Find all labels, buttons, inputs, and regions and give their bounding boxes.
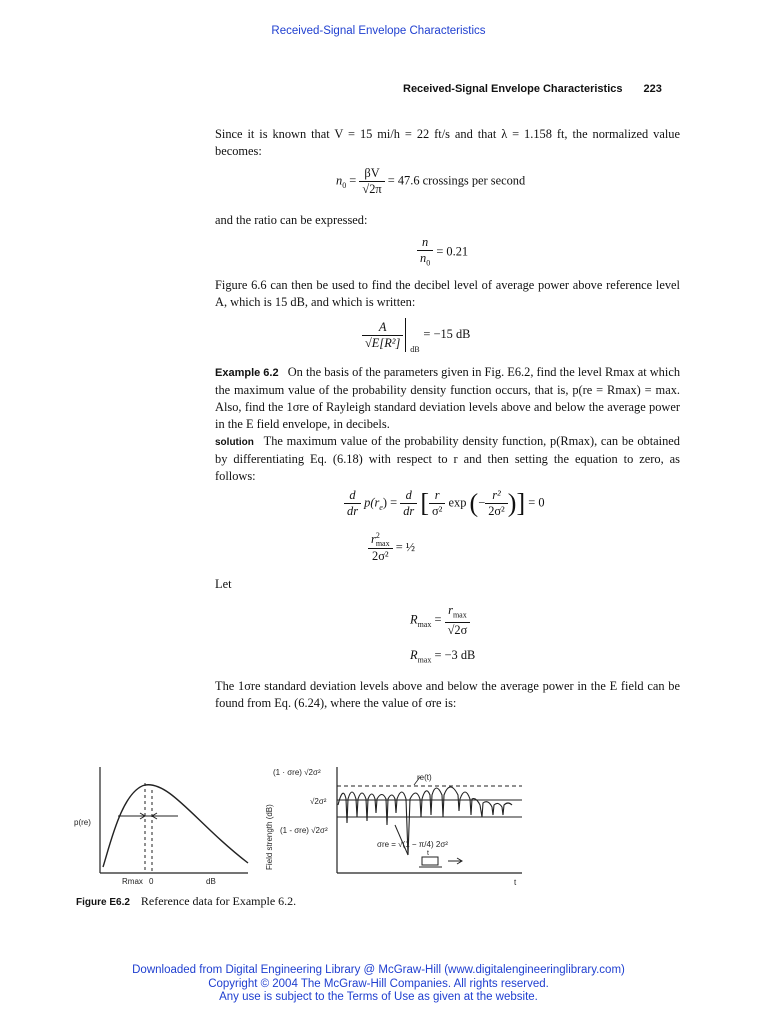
eq7-lhs-sub: max bbox=[417, 655, 432, 665]
eq4-exp: exp bbox=[448, 495, 467, 510]
figure-caption bbox=[76, 894, 296, 909]
eq2-num: n bbox=[417, 235, 433, 251]
eq4-d1: d bbox=[344, 488, 361, 504]
eq3-num: A bbox=[362, 320, 403, 336]
eq4-2sig2: 2σ² bbox=[488, 504, 505, 518]
left-panel bbox=[100, 767, 248, 873]
eq3-rhs: = −15 dB bbox=[423, 326, 471, 341]
eq1-lhs-sub: 0 bbox=[342, 180, 347, 190]
equation-7 bbox=[410, 648, 475, 664]
right-ylabel: Field strength (dB) bbox=[265, 804, 274, 870]
left-x-db: dB bbox=[206, 877, 216, 886]
right-panel bbox=[337, 767, 522, 873]
example-paragraph bbox=[215, 364, 680, 433]
eq6-lhs-sub: max bbox=[417, 620, 432, 630]
eq3-den: √E[R²] bbox=[365, 335, 401, 350]
footer-line-1[interactable]: Downloaded from Digital Engineering Library @ McGraw-Hill (www.digitalengineeringlibrary.com) bbox=[132, 964, 625, 976]
eq6-num-sub: max bbox=[452, 610, 467, 620]
right-mid-label: √2σ² bbox=[310, 797, 327, 806]
eq5-num: r bbox=[371, 532, 376, 546]
top-link[interactable]: Received-Signal Envelope Characteristics bbox=[271, 25, 486, 37]
right-lower-label: (1 - σre) √2σ² bbox=[280, 826, 328, 835]
sigma-equation: σre = √(1 − π/4) 2σ² bbox=[377, 840, 448, 849]
equation-6 bbox=[410, 603, 470, 638]
eq4-p-sub: e bbox=[379, 502, 383, 512]
equation-5 bbox=[368, 532, 415, 564]
caption-label: Figure E6.2 bbox=[76, 897, 130, 908]
eq4-p: p(r bbox=[364, 495, 380, 510]
solution-label: solution bbox=[215, 437, 254, 448]
paragraph-1: Since it is known that V = 15 mi/h = 22 ft/s and that λ = 1.158 ft, the normalized value becomes: bbox=[215, 127, 680, 158]
eq5-den: 2σ² bbox=[372, 549, 389, 564]
left-ylabel: p(re) bbox=[74, 818, 91, 827]
eq4-dr1: dr bbox=[347, 504, 359, 518]
equation-3 bbox=[362, 318, 470, 352]
eq2-den: n bbox=[420, 251, 427, 265]
eq7-rhs: = −3 dB bbox=[434, 648, 476, 662]
eq4-d2: d bbox=[400, 488, 417, 504]
page-number: 223 bbox=[643, 83, 662, 95]
eq7-lhs: R bbox=[410, 648, 418, 662]
eq4-rhs: = 0 bbox=[528, 495, 545, 510]
solution-paragraph bbox=[215, 433, 680, 485]
example-text: On the basis of the parameters given in Fig. E6.2, find the level Rmax at which the maximum value of the probability density function occurs, that is, p(re = Rmax) = max. Also, find the 1σre of Rayleigh standard deviation levels above and below the average power in the E field envelope, in decibels. bbox=[215, 365, 681, 431]
equation-2 bbox=[417, 235, 468, 270]
eq6-lhs: R bbox=[410, 612, 418, 627]
eq1-num: βV bbox=[359, 166, 384, 182]
running-head bbox=[403, 83, 662, 95]
left-x-rmax: Rmax bbox=[122, 877, 143, 886]
left-x-zero: 0 bbox=[149, 877, 154, 886]
equation-1: $n_0$ = $\frac{\beta V}{√2\pi}$ = 47.6 crossings per second bbox=[336, 166, 526, 196]
equation-4: $\frac{d}{dr}$ $p(r_e)$ = $\frac{d}{dr}$ [ $\frac{r}{\text{σ²}}$ exp (− $\frac{\text{r²}}{\text{2σ²}}$ )] = 0 bbox=[344, 488, 545, 519]
let-label: Let bbox=[215, 577, 232, 591]
eq2-den-sub: 0 bbox=[426, 258, 431, 268]
eq4-r: r bbox=[429, 488, 445, 504]
footer bbox=[0, 964, 757, 1005]
solution-text: The maximum value of the probability density function, p(Rmax), can be obtained by differentiating Eq. (6.18) with respect to r and then setting the equation to zero, as follows: bbox=[215, 434, 680, 483]
eq6-num: r bbox=[448, 603, 453, 617]
right-upper-label: (1 · σre) √2σ² bbox=[273, 768, 321, 777]
eq5-rhs: = ½ bbox=[395, 539, 416, 554]
t-axis-label: t bbox=[514, 878, 517, 887]
example-label: Example 6.2 bbox=[215, 367, 279, 379]
eq1-lhs: n bbox=[336, 173, 343, 188]
eq5-num-sup: 2 bbox=[375, 531, 380, 541]
running-head-title: Received-Signal Envelope Characteristics bbox=[403, 83, 623, 95]
t-small-label: t bbox=[427, 850, 429, 857]
paragraph-4: The 1σre standard deviation levels above and below the average power in the E field can be found from Eq. (6.24), where the value of σre is: bbox=[215, 679, 680, 710]
eq4-r2: r² bbox=[485, 488, 508, 504]
caption-text: Reference data for Example 6.2. bbox=[140, 894, 297, 908]
eq4-sig2: σ² bbox=[432, 504, 443, 518]
eq4-p-close: ) = bbox=[382, 495, 398, 510]
eq1-den: √2π bbox=[362, 182, 382, 196]
footer-line-3[interactable]: Any use is subject to the Terms of Use as given at the website. bbox=[219, 991, 538, 1003]
paragraph-2: and the ratio can be expressed: bbox=[215, 213, 368, 227]
signal-label: re(t) bbox=[417, 773, 432, 782]
paragraph-3: Figure 6.6 can then be used to find the decibel level of average power above reference level A, which is 15 dB, and which is written: bbox=[215, 278, 680, 309]
eq6-eq: = bbox=[434, 612, 442, 627]
eq5-num-sub: max bbox=[375, 539, 390, 549]
eq1-rhs: = 47.6 crossings per second bbox=[387, 173, 526, 188]
footer-line-2: Copyright © 2004 The McGraw-Hill Companies. All rights reserved. bbox=[208, 977, 549, 990]
eq4-dr2: dr bbox=[403, 504, 415, 518]
eq2-rhs: = 0.21 bbox=[436, 244, 469, 259]
figure-e6-2 bbox=[70, 755, 630, 895]
eq3-sub: dB bbox=[410, 345, 420, 354]
eq6-den: √2σ bbox=[447, 623, 468, 638]
